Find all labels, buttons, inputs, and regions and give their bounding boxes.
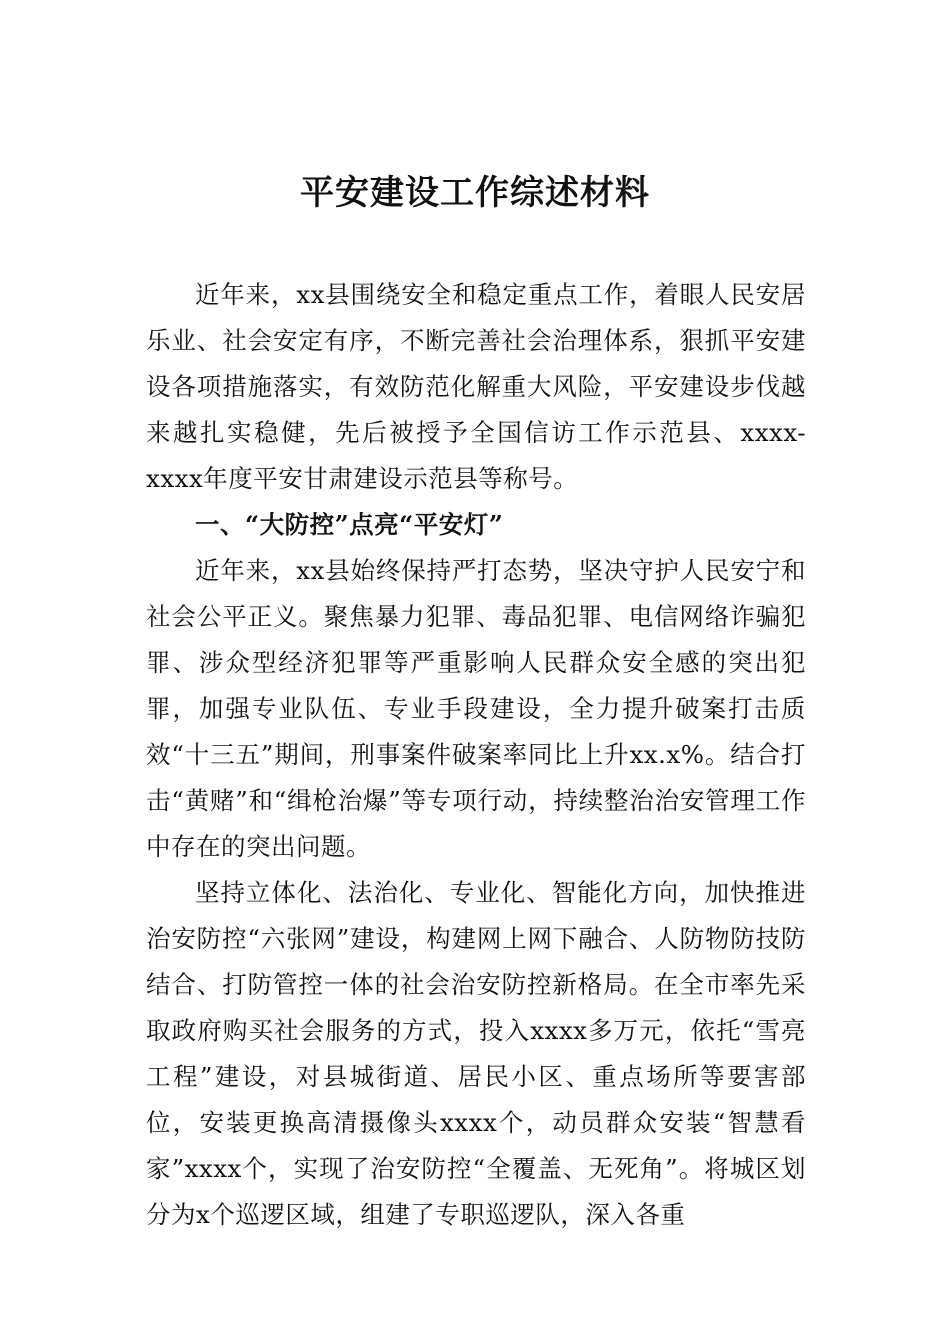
section-1-paragraph-1: 近年来，xx县始终保持严打态势，坚决守护人民安宁和社会公平正义。聚焦暴力犯罪、毒品犯罪、电信网络诈骗犯罪、涉众型经济犯罪等严重影响人民群众安全感的突出犯罪，加强专业队伍、专业手段建设，全力提升破案打击质效“十三五”期间，刑事案件破案率同比上升xx.x%。结合打击“黄赌”和“缉枪治爆”等专项行动，持续整治治安管理工作中存在的突出问题。 [146,556,806,861]
section-heading-1: 一、“大防控”点亮“平安灯” [195,510,504,539]
intro-paragraph: 近年来，xx县围绕安全和稳定重点工作，着眼人民安居乐业、社会安定有序，不断完善社会治理体系，狠抓平安建设各项措施落实，有效防范化解重大风险，平安建设步伐越来越扎实稳健，先后被授予全国信访工作示范县、xxxx-xxxx年度平安甘肃建设示范县等称号。 [146,280,806,493]
document-title: 平安建设工作综述材料 [300,173,650,213]
document-body [146,272,806,1238]
section-1-paragraph-2: 坚持立体化、法治化、专业化、智能化方向，加快推进治安防控“六张网”建设，构建网上网下融合、人防物防技防结合、打防管控一体的社会治安防控新格局。在全市率先采取政府购买社会服务的方式，投入xxxx多万元，依托“雪亮工程”建设，对县城街道、居民小区、重点场所等要害部位，安装更换高清摄像头xxxx个，动员群众安装“智慧看家”xxxx个，实现了治安防控“全覆盖、无死角”。将城区划分为x个巡逻区域，组建了专职巡逻队，深入各重 [146,878,806,1229]
